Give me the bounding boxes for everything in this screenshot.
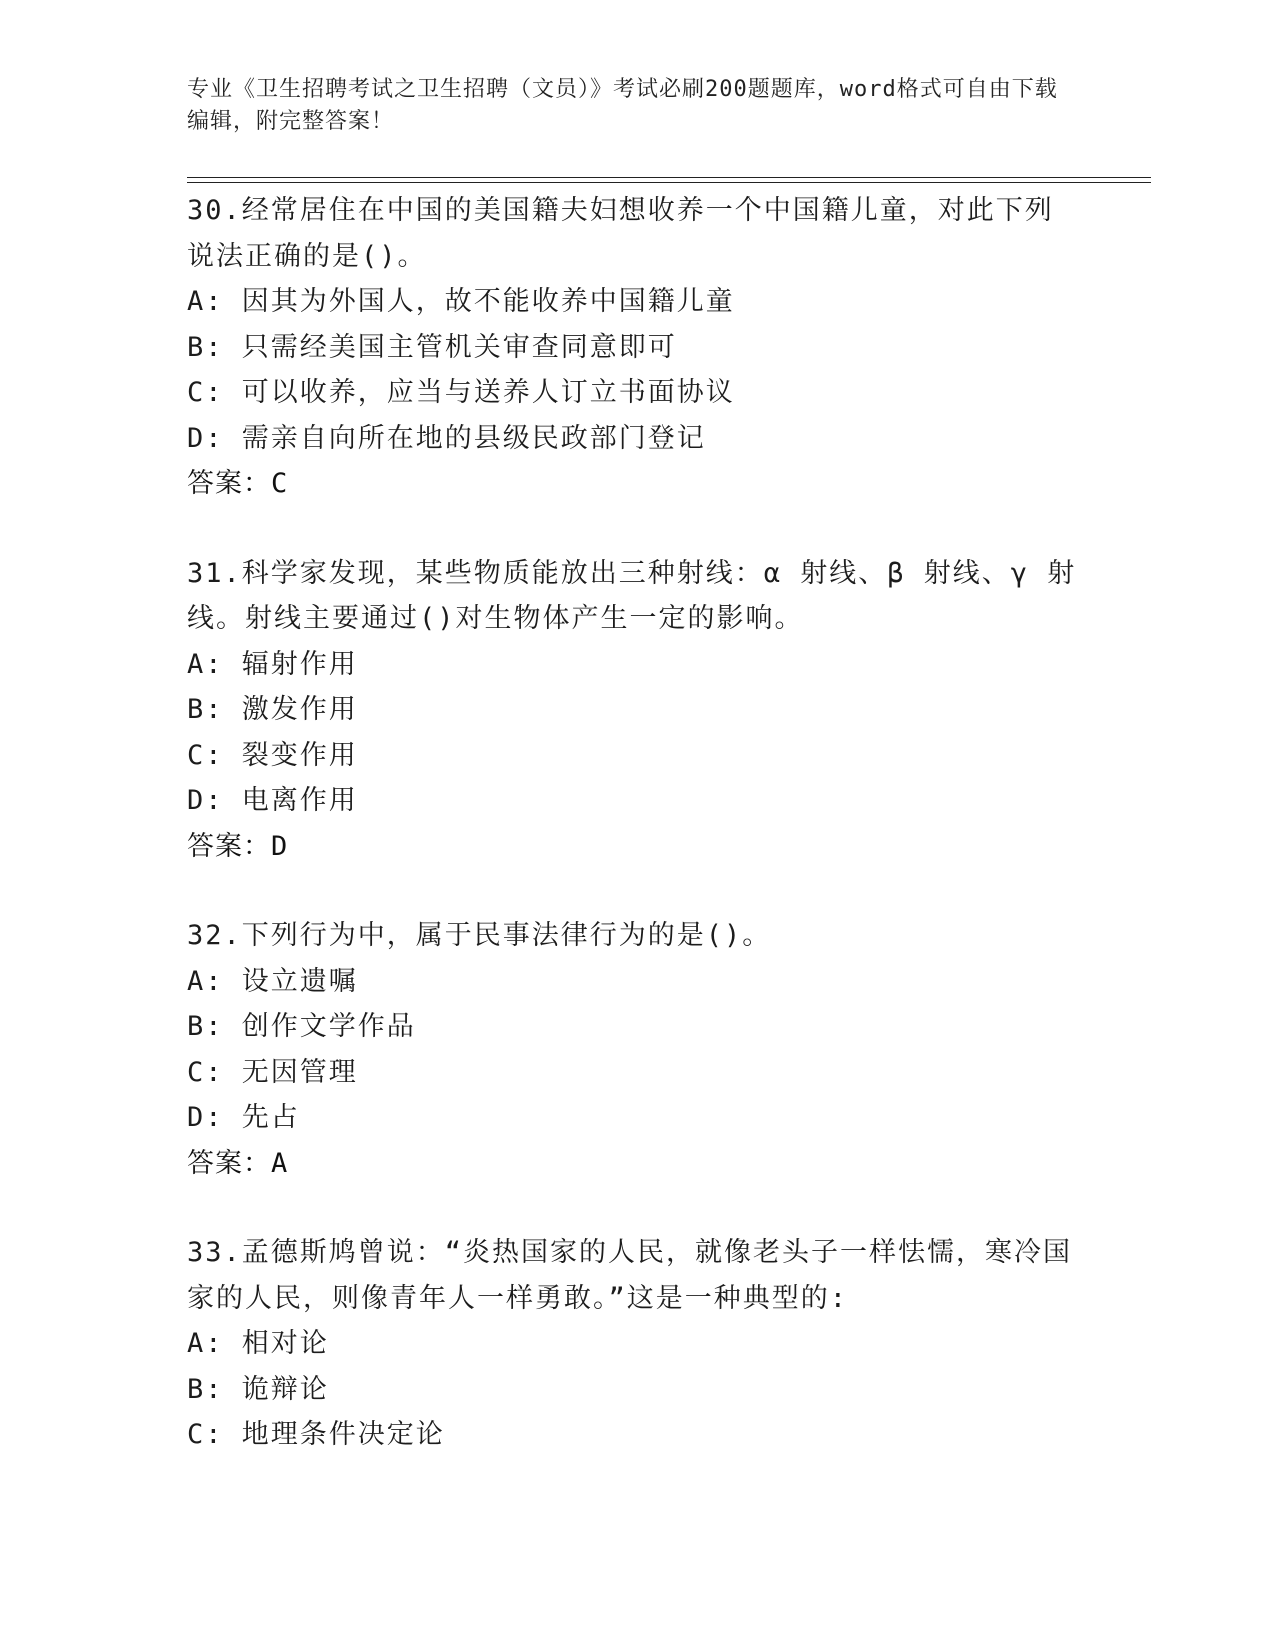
question-30 — [187, 188, 1077, 507]
option-d: D: 先占 — [187, 1102, 300, 1133]
answer-line — [187, 461, 1077, 507]
question-32 — [187, 913, 1077, 1186]
header-rule-bottom — [187, 182, 1151, 183]
question-stem: 33.孟德斯鸠曾说：“炎热国家的人民，就像老头子一样怯懦，寒冷国家的人民，则像青年人一样勇敢。”这是一种典型的: — [187, 1237, 1073, 1314]
option-b: B: 创作文学作品 — [187, 1011, 416, 1042]
answer-label: 答案： — [187, 1147, 271, 1179]
question-stem: 30.经常居住在中国的美国籍夫妇想收养一个中国籍儿童，对此下列说法正确的是()。 — [187, 195, 1054, 272]
document-header: 专业《卫生招聘考试之卫生招聘（文员）》考试必刷200题题库，word格式可自由下载编辑，附完整答案！ — [187, 77, 1058, 134]
question-list — [187, 188, 1077, 1502]
option-b: B: 激发作用 — [187, 694, 358, 725]
option-a: A: 因其为外国人，故不能收养中国籍儿童 — [187, 286, 735, 317]
option-b: B: 只需经美国主管机关审查同意即可 — [187, 331, 677, 363]
answer-line — [187, 1141, 1077, 1187]
answer-label: 答案： — [187, 830, 271, 862]
option-a: A: 相对论 — [187, 1328, 329, 1359]
option-a: A: 辐射作用 — [187, 648, 358, 680]
option-c: C: 裂变作用 — [187, 739, 358, 771]
option-c: C: 可以收养，应当与送养人订立书面协议 — [187, 377, 735, 408]
answer-value: A — [271, 1147, 289, 1179]
answer-line — [187, 824, 1077, 870]
option-c: C: 地理条件决定论 — [187, 1419, 445, 1450]
option-d: D: 电离作用 — [187, 785, 358, 816]
question-stem: 32.下列行为中，属于民事法律行为的是()。 — [187, 920, 772, 951]
header-rule-top — [187, 177, 1151, 178]
question-33 — [187, 1230, 1077, 1458]
option-c: C: 无因管理 — [187, 1056, 358, 1088]
answer-value: D — [271, 830, 289, 862]
question-stem: 31.科学家发现，某些物质能放出三种射线：α 射线、β 射线、γ 射线。射线主要通过()对生物体产生一定的影响。 — [187, 557, 1077, 634]
option-d: D: 需亲自向所在地的县级民政部门登记 — [187, 422, 706, 454]
answer-label: 答案： — [187, 468, 271, 499]
option-b: B: 诡辩论 — [187, 1373, 329, 1405]
option-a: A: 设立遗嘱 — [187, 965, 358, 997]
question-31 — [187, 551, 1077, 870]
answer-value: C — [271, 468, 289, 499]
